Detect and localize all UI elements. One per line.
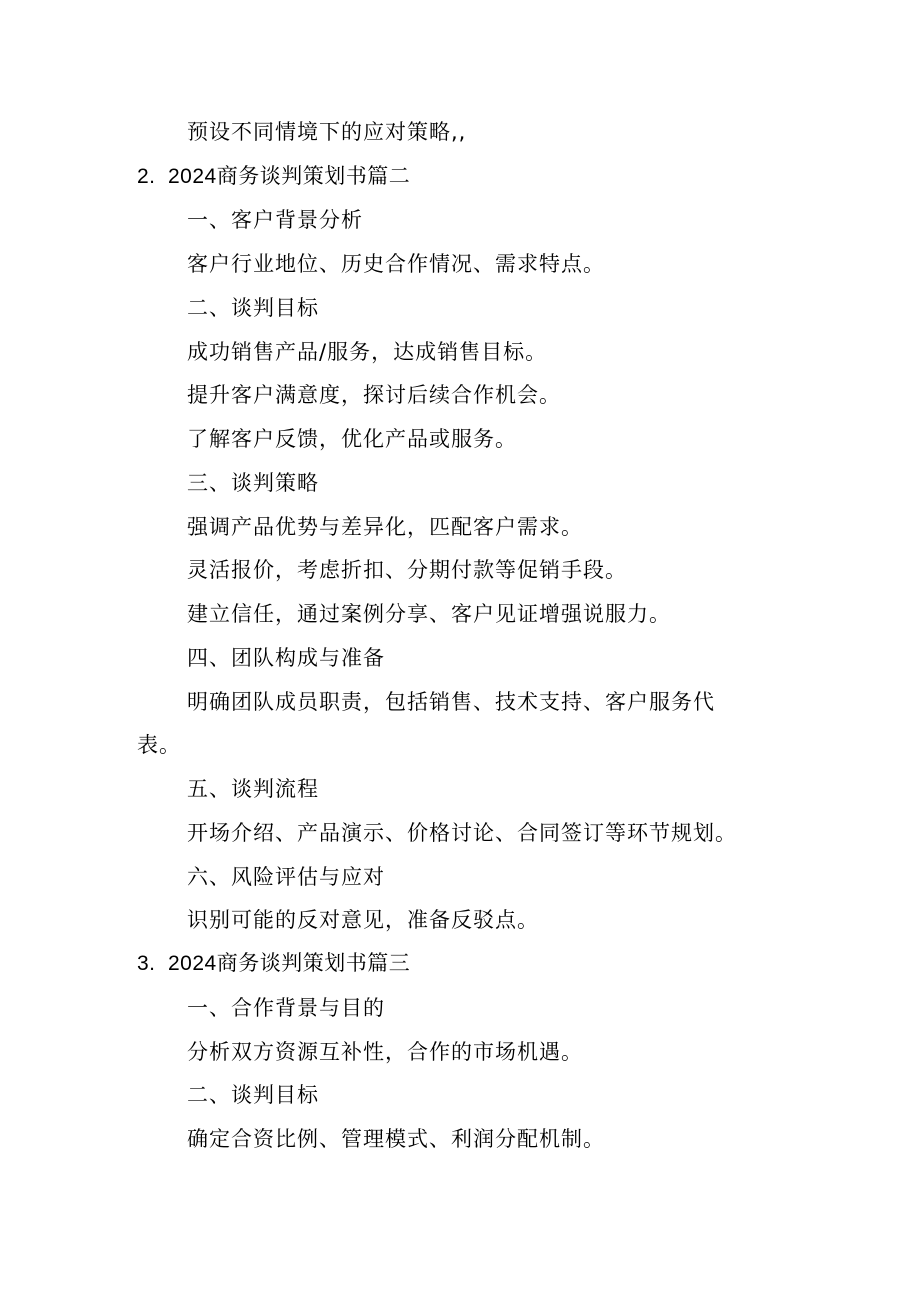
subsection-title: 四、团队构成与准备 (187, 646, 385, 670)
paragraph-line: 灵活报价，考虑折扣、分期付款等促销手段。 (187, 558, 627, 582)
section-number: 2. (137, 165, 156, 188)
paragraph-line: 明确团队成员职责，包括销售、技术支持、客户服务代 (187, 690, 715, 714)
paragraph-line: 分析双方资源互补性，合作的市场机遇。 (187, 1040, 583, 1064)
paragraph-line: 提升客户满意度，探讨后续合作机会。 (187, 383, 561, 407)
subsection-title: 六、风险评估与应对 (187, 865, 385, 889)
subsection-title: 五、谈判流程 (187, 777, 319, 801)
subsection-title: 一、合作背景与目的 (187, 996, 385, 1020)
paragraph-line: 确定合资比例、管理模式、利润分配机制。 (187, 1127, 605, 1151)
paragraph-line: 客户行业地位、历史合作情况、需求特点。 (187, 252, 605, 276)
paragraph-line: 成功销售产品/服务，达成销售目标。 (187, 340, 548, 364)
paragraph-line: 开场介绍、产品演示、价格讨论、合同签订等环节规划。 (187, 821, 737, 845)
section-title: 2024商务谈判策划书篇二 (168, 165, 411, 188)
section-heading (137, 163, 410, 191)
paragraph-line: 建立信任，通过案例分享、客户见证增强说服力。 (187, 602, 671, 626)
section-number: 3. (137, 952, 156, 975)
paragraph-line: 了解客户反馈，优化产品或服务。 (187, 427, 517, 451)
paragraph-line: 识别可能的反对意见，准备反驳点。 (187, 908, 539, 932)
subsection-title: 一、客户背景分析 (187, 208, 363, 232)
subsection-title: 三、谈判策略 (187, 471, 319, 495)
subsection-title: 二、谈判目标 (187, 296, 319, 320)
section-heading (137, 950, 410, 978)
section-title: 2024商务谈判策划书篇三 (168, 952, 411, 975)
paragraph-line: 预设不同情境下的应对策略,, (187, 120, 467, 144)
paragraph-line: 强调产品优势与差异化，匹配客户需求。 (187, 515, 583, 539)
subsection-title: 二、谈判目标 (187, 1083, 319, 1107)
paragraph-line-continued: 表。 (137, 733, 181, 757)
